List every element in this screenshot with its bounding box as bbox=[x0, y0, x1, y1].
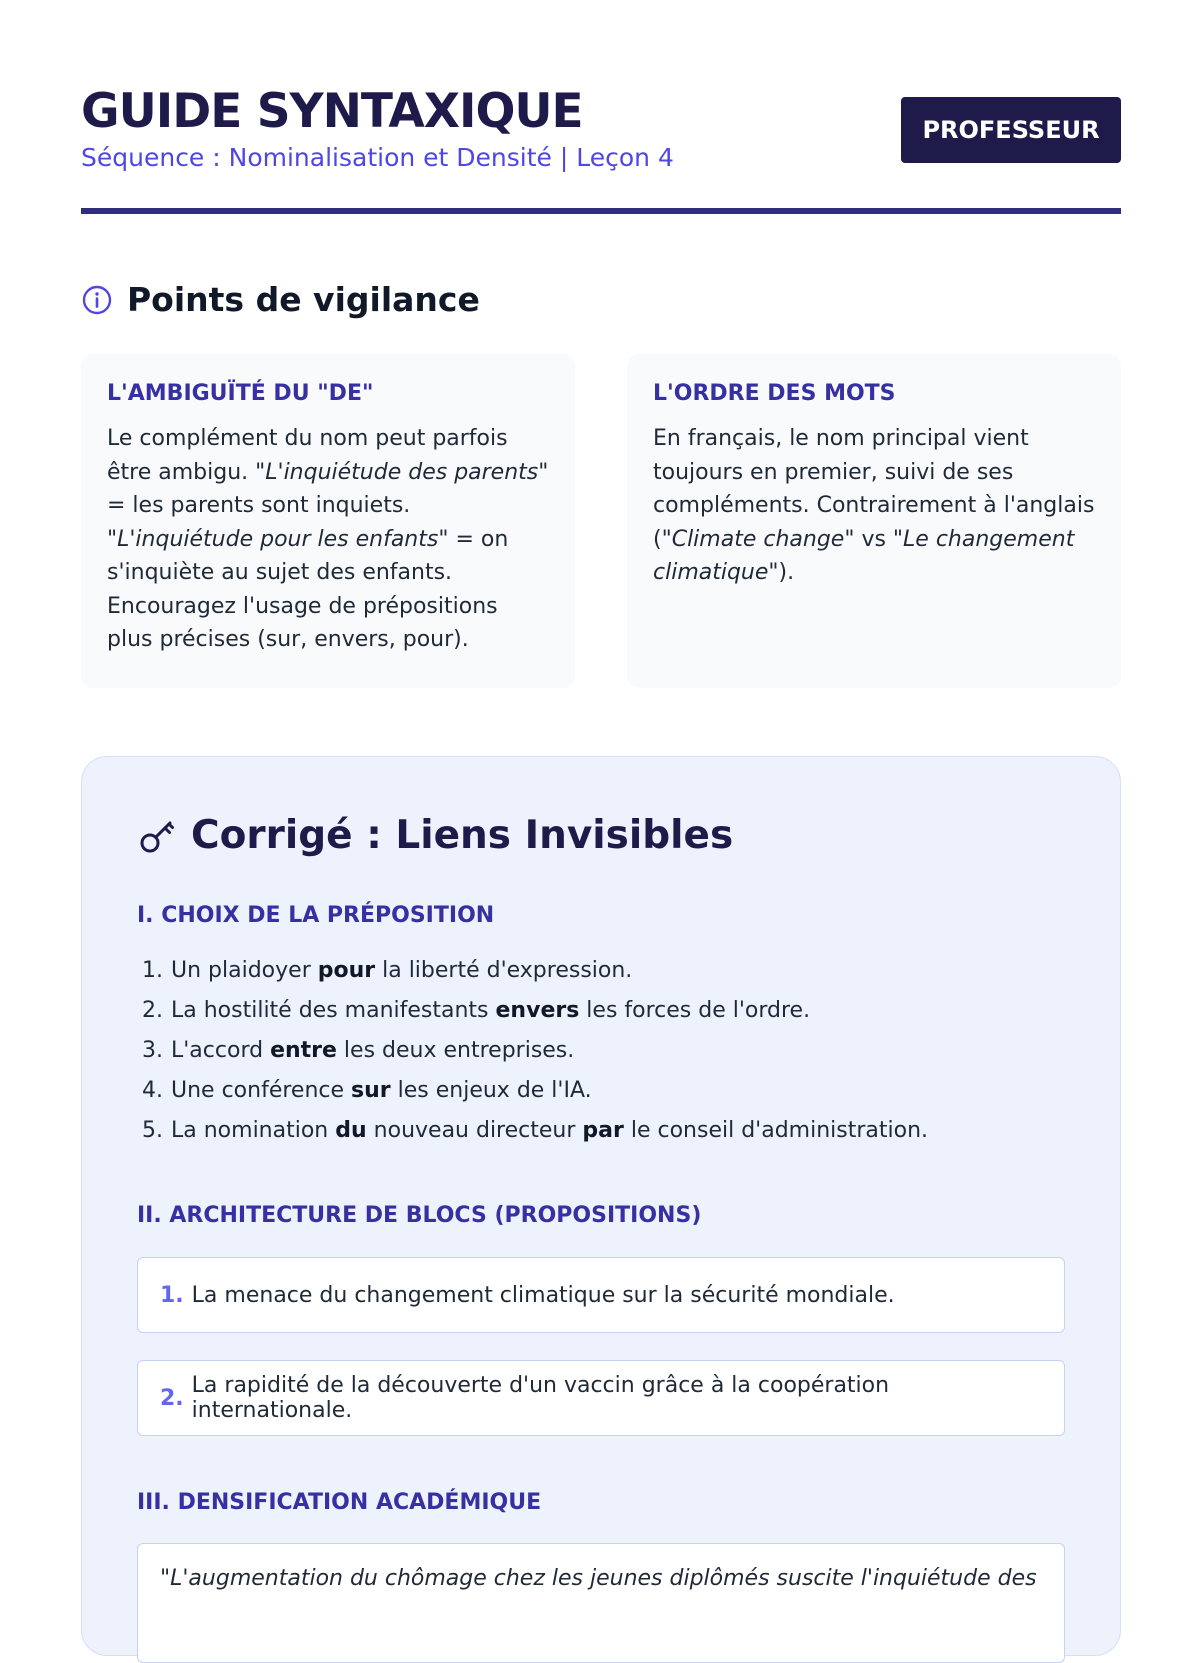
item-number: 1. bbox=[142, 958, 163, 983]
item-text: la liberté d'expression. bbox=[375, 958, 633, 983]
card-title: L'ORDRE DES MOTS bbox=[653, 381, 896, 406]
correction-title: Corrigé : Liens Invisibles bbox=[191, 813, 734, 858]
item-number: 2. bbox=[142, 998, 163, 1023]
card-text: vs bbox=[854, 526, 893, 552]
block-text: La menace du changement climatique sur la sécurité mondiale. bbox=[191, 1282, 895, 1308]
item-text: nouveau directeur bbox=[366, 1118, 583, 1143]
vigilance-card-ambiguity bbox=[81, 354, 575, 688]
answer-preposition: entre bbox=[270, 1038, 337, 1063]
role-badge[interactable]: PROFESSEUR bbox=[901, 97, 1121, 163]
block-number: 2. bbox=[160, 1385, 184, 1411]
answer-preposition: sur bbox=[351, 1078, 391, 1103]
card-text: ). bbox=[778, 560, 795, 585]
item-text: le conseil d'administration. bbox=[623, 1118, 929, 1143]
item-text: La nomination bbox=[171, 1118, 336, 1143]
block-item bbox=[137, 1257, 1065, 1333]
card-text: Le complément du nom peut parfois être ambigu. bbox=[107, 426, 508, 485]
quoted-example: "Le changement climatique" bbox=[653, 526, 1075, 585]
preposition-item bbox=[137, 951, 928, 991]
section-blocks-title: II. ARCHITECTURE DE BLOCS (PROPOSITIONS) bbox=[137, 1203, 702, 1228]
answer-preposition: du bbox=[335, 1118, 367, 1143]
page-subtitle: Séquence : Nominalisation et Densité | Leçon 4 bbox=[81, 143, 674, 172]
correction-heading bbox=[137, 813, 733, 858]
section-preposition-title: I. CHOIX DE LA PRÉPOSITION bbox=[137, 903, 495, 928]
info-icon bbox=[81, 284, 113, 316]
quoted-example: "L'inquiétude des parents" bbox=[255, 459, 549, 485]
item-text: les deux entreprises. bbox=[336, 1038, 575, 1063]
vigilance-heading bbox=[81, 280, 480, 319]
item-text: La hostilité des manifestants bbox=[171, 998, 496, 1023]
correction-panel bbox=[81, 756, 1121, 1656]
densification-quote bbox=[137, 1543, 1065, 1663]
page-title: GUIDE SYNTAXIQUE bbox=[81, 84, 583, 139]
preposition-item bbox=[137, 1071, 928, 1111]
item-number: 3. bbox=[142, 1038, 163, 1063]
vigilance-title: Points de vigilance bbox=[127, 280, 480, 319]
item-text: Une conférence bbox=[171, 1078, 352, 1103]
header-divider bbox=[81, 208, 1121, 214]
answer-preposition: envers bbox=[495, 998, 580, 1023]
answer-preposition: par bbox=[582, 1118, 624, 1143]
card-text: = les parents sont inquiets. bbox=[107, 493, 411, 518]
item-number: 4. bbox=[142, 1078, 163, 1103]
item-text: L'accord bbox=[171, 1038, 271, 1063]
item-number: 5. bbox=[142, 1118, 163, 1143]
page-header bbox=[81, 84, 1121, 174]
preposition-item bbox=[137, 1031, 928, 1071]
preposition-list bbox=[137, 951, 928, 1151]
answer-preposition: pour bbox=[317, 958, 376, 983]
block-text: La rapidité de la découverte d'un vaccin grâce à la coopération internationale. bbox=[191, 1373, 890, 1423]
block-item bbox=[137, 1360, 1065, 1436]
block-number: 1. bbox=[160, 1282, 184, 1308]
card-title: L'AMBIGUÏTÉ DU "DE" bbox=[107, 381, 374, 406]
item-text: les forces de l'ordre. bbox=[579, 998, 811, 1023]
quoted-example: "L'inquiétude pour les enfants" bbox=[107, 526, 449, 552]
card-body bbox=[653, 422, 1095, 590]
item-text: les enjeux de l'IA. bbox=[390, 1078, 592, 1103]
item-text: Un plaidoyer bbox=[171, 958, 318, 983]
preposition-item bbox=[137, 991, 928, 1031]
quote-text: "L'augmentation du chômage chez les jeunes diplômés suscite l'inquiétude des bbox=[160, 1566, 1037, 1591]
key-icon bbox=[137, 816, 177, 856]
preposition-item bbox=[137, 1111, 928, 1151]
card-body bbox=[107, 422, 549, 657]
card-text: = on s'inquiète au sujet des enfants. Encouragez l'usage de prépositions plus précises (sur, envers, pour). bbox=[107, 526, 509, 652]
card-text: En français, le nom principal vient toujours en premier, suivi de ses compléments. Contrairement à l'anglais ( bbox=[653, 426, 1095, 552]
quoted-example: "Climate change" bbox=[661, 526, 855, 552]
vigilance-card-word-order bbox=[627, 354, 1121, 688]
section-densification-title: III. DENSIFICATION ACADÉMIQUE bbox=[137, 1490, 542, 1515]
